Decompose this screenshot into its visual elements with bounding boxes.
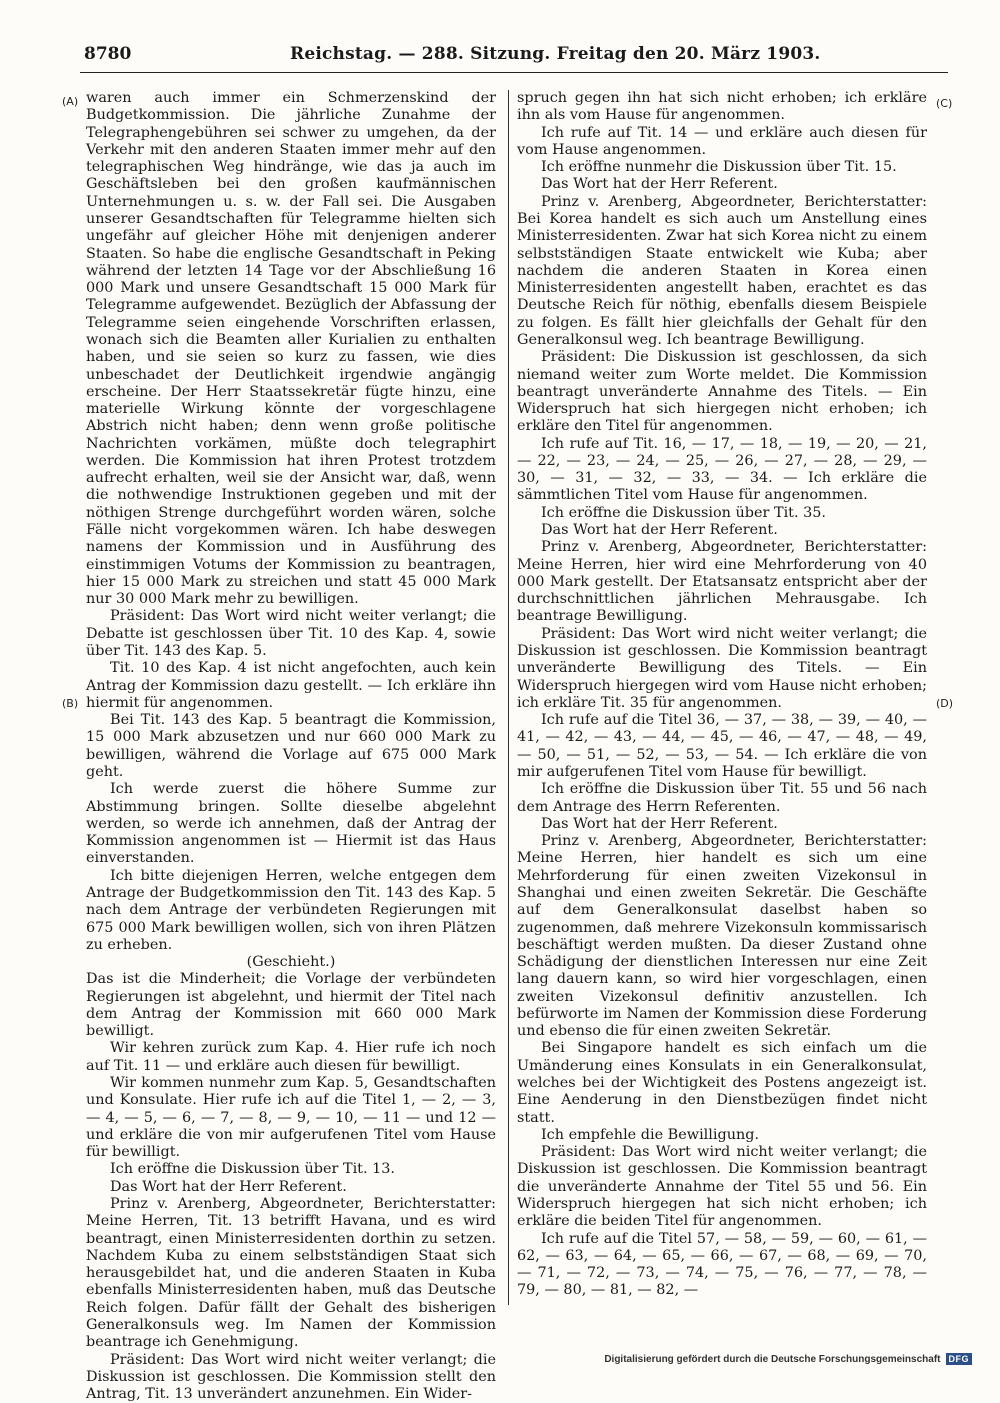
dfg-logo: DFG: [946, 1353, 973, 1365]
paragraph: Prinz v. Arenberg, Abgeordneter, Berichterstatter: Meine Herren, hier handelt es sich um eine Mehrforderung für einen zweiten Vizekonsul in Shanghai und einen zweiten Sekretär. Die Geschäfte auf dem Generalkonsulat daselbst haben so zugenommen, daß mehrere Vizekonsuln kommissarisch beschäftigt werden mußten. Da dieser Zustand ohne Schädigung der dienstlichen Interessen nur eine Zeit lang dauern kann, so wird hier vorgeschlagen, einen zweiten Vizekonsul definitiv anzustellen. Ich befürworte im Namen der Kommission diese Forderung und ebenso die für einen zweiten Sekretär.: [517, 833, 927, 1040]
paragraph: Präsident: Die Diskussion ist geschlossen, da sich niemand weiter zum Worte meldet. Die Kommission beantragt unveränderte Annahme des Titels. — Ein Widerspruch hat sich hiergegen nicht erhoben; ich erkläre den Titel für angenommen.: [517, 349, 927, 435]
paragraph: spruch gegen ihn hat sich nicht erhoben; ich erkläre ihn als vom Hause für angenommen.: [517, 90, 927, 124]
paragraph: Ich eröffne die Diskussion über Tit. 35.: [541, 504, 826, 521]
paragraph: Bei Tit. 143 des Kap. 5 beantragt die Kommission, 15 000 Mark abzusetzen und nur 660 000 Mark zu bewilligen, während die Vorlage auf 675 000 Mark geht.: [86, 712, 496, 780]
paragraph: Wir kehren zurück zum Kap. 4. Hier rufe ich noch auf Tit. 11 — und erkläre auch diesen für bewilligt.: [86, 1040, 496, 1074]
paragraph: Ich eröffne nunmehr die Diskussion über Tit. 15.: [541, 159, 897, 176]
margin-mark-c: (C): [936, 97, 953, 110]
header-rule: [80, 72, 948, 73]
left-column: [86, 90, 496, 1403]
paragraph: Das Wort hat der Herr Referent.: [541, 815, 778, 832]
paragraph: Präsident: Das Wort wird nicht weiter verlangt; die Diskussion ist geschlossen. Die Kommission beantragt die unveränderte Annahme der Titel 55 und 56. Ein Widerspruch hiergegen hat sich nicht erhoben; ich erkläre die beiden Titel für angenommen.: [517, 1144, 927, 1230]
paragraph: Ich empfehle die Bewilligung.: [541, 1126, 760, 1143]
paragraph: Präsident: Das Wort wird nicht weiter verlangt; die Diskussion ist geschlossen. Die Kommission beantragt unveränderte Bewilligung des Titels. — Ein Widerspruch hiergegen wird vom Hause nicht erhoben; ich erkläre Tit. 35 für angenommen.: [517, 625, 927, 711]
margin-mark-b: (B): [62, 697, 79, 710]
paragraph: Ich eröffne die Diskussion über Tit. 13.: [110, 1161, 395, 1178]
paragraph: Ich eröffne die Diskussion über Tit. 55 und 56 nach dem Antrage des Herrn Referenten.: [517, 781, 927, 815]
paragraph: Präsident: Das Wort wird nicht weiter verlangt; die Diskussion ist geschlossen. Die Kommission stellt den Antrag, Tit. 13 unverändert anzunehmen. Ein Wider-: [86, 1351, 496, 1403]
paragraph: Wir kommen nunmehr zum Kap. 5, Gesandtschaften und Konsulate. Hier rufe ich auf die Titel 1, — 2, — 3, — 4, — 5, — 6, — 7, — 8, — 9, — 10, — 11 — und 12 — und erkläre die von mir aufgerufenen Titel vom Hause für bewilligt.: [86, 1075, 496, 1161]
paragraph: Ich werde zuerst die höhere Summe zur Abstimmung bringen. Sollte dieselbe abgelehnt werden, so werde ich annehmen, daß der Antrag der Kommission angenommen ist — Hiermit ist das Haus einverstanden.: [86, 781, 496, 867]
column-divider: [508, 90, 509, 1305]
paragraph: Prinz v. Arenberg, Abgeordneter, Berichterstatter: Meine Herren, hier wird eine Mehrforderung von 40 000 Mark gestellt. Der Etatsansatz entspricht aber der durchschnittlichen jährlichen Mehrausgabe. Ich beantrage Bewilligung.: [517, 539, 927, 625]
paragraph: Ich bitte diejenigen Herren, welche entgegen dem Antrage der Budgetkommission den Tit. 143 des Kap. 5 nach dem Antrage der verbündeten Regierungen mit 675 000 Mark bewilligen wollen, sich von ihren Plätzen zu erheben.: [86, 867, 496, 953]
paragraph: Ich rufe auf Tit. 16, — 17, — 18, — 19, — 20, — 21, — 22, — 23, — 24, — 25, — 26, — 27, — 28, — 29, — 30, — 31, — 32, — 33, — 34. — Ich erkläre die sämmtlichen Titel vom Hause für angenommen.: [517, 435, 927, 504]
paragraph: waren auch immer ein Schmerzenskind der Budgetkommission. Die jährliche Zunahme der Telegraphengebühren sei schwer zu umgehen, da der Verkehr mit den anderen Staaten immer mehr auf den telegraphischen Weg hindränge, wie das ja auch im Geschäftsleben bei den großen kaufmännischen Unternehmungen u. s. w. der Fall sei. Die Ausgaben unserer Gesandtschaften für Telegramme hielten sich ungefähr auf gleicher Höhe mit denjenigen anderer Staaten. So habe die englische Gesandtschaft in Peking während der letzten 14 Tage vor der Abschließung 16 000 Mark und unsere Gesandtschaft 15 000 Mark für Telegramme aufgewendet. Bezüglich der Abfassung der Telegramme seien eingehende Vorschriften erlassen, wonach sich die Beamten aller Kurialien zu enthalten haben, und sie seien so kurz zu fassen, wie dies unbeschadet der Deutlichkeit irgendwie angängig erscheine. Der Herr Staatssekretär fügte hinzu, eine materielle Wirkung könnte der vorgeschlagene Abstrich nicht haben; denn wenn große politische Nachrichten vorkämen, müßte doch telegraphirt werden. Die Kommission hat ihren Protest trotzdem aufrecht erhalten, weil sie der Ansicht war, daß, wenn die nothwendige Instruktionen gegeben und mit der nöthigen Strenge durchgeführt worden wären, solche Fälle nicht vorgekommen wären. Ich habe deswegen namens der Kommission und in Ausführung des einstimmigen Votums der Kommission zu beantragen, hier 15 000 Mark zu streichen und statt 45 000 Mark nur 30 000 Mark mehr zu bewilligen.: [86, 90, 496, 608]
paragraph: Das Wort hat der Herr Referent.: [541, 176, 778, 193]
paragraph: Das ist die Minderheit; die Vorlage der verbündeten Regierungen ist abgelehnt, und hiermit der Titel nach dem Antrag der Kommission mit 660 000 Mark bewilligt.: [86, 971, 496, 1040]
paragraph: Ich rufe auf die Titel 57, — 58, — 59, — 60, — 61, — 62, — 63, — 64, — 65, — 66, — 67, — 68, — 69, — 70, — 71, — 72, — 73, — 74, — 75, — 76, — 77, — 78, — 79, — 80, — 81, — 82, —: [517, 1230, 927, 1299]
page-number: 8780: [84, 44, 132, 64]
paragraph: Das Wort hat der Herr Referent.: [110, 1178, 347, 1195]
paragraph: Ich rufe auf Tit. 14 — und erkläre auch diesen für vom Hause angenommen.: [517, 124, 927, 158]
page-header: [80, 44, 948, 70]
footer-text: Digitalisierung gefördert durch die Deutsche Forschungsgemeinschaft: [604, 1353, 941, 1365]
paragraph: Das Wort hat der Herr Referent.: [541, 522, 778, 539]
running-head: Reichstag. — 288. Sitzung. Freitag den 20. März 1903.: [290, 44, 821, 64]
right-column: [517, 90, 927, 1305]
paragraph: Bei Singapore handelt es sich einfach um die Umänderung eines Konsulats in ein Generalkonsulat, welches bei der Wichtigkeit des Postens angezeigt ist. Eine Aenderung in den Dienstbezügen findet nicht statt.: [517, 1040, 927, 1126]
paragraph: Prinz v. Arenberg, Abgeordneter, Berichterstatter: Meine Herren, Tit. 13 betrifft Havana, und es wird beantragt, einen Ministerresidenten dorthin zu setzen. Nachdem Kuba zu einem selbstständigen Staat sich herausgebildet hat, und die anderen Staaten in Kuba ebenfalls Ministerresidenten haben, muß das Deutsche Reich folgen. Dafür fällt der Gehalt des bisherigen Generalkonsuls weg. Im Namen der Kommission beantrage ich Genehmigung.: [86, 1196, 496, 1351]
footer: [604, 1353, 972, 1365]
paragraph: Prinz v. Arenberg, Abgeordneter, Berichterstatter: Bei Korea handelt es sich auch um Anstellung eines Ministerresidenten. Zwar hat sich Korea nicht zu einem selbstständigen Staate entwickelt wie Kuba; aber nachdem die anderen Staaten in Korea einen Ministerresidenten angestellt haben, erachtet es das Deutsche Reich für nöthig, ebenfalls diesem Beispiele zu folgen. Es fällt hier gleichfalls der Gehalt für den Generalkonsul weg. Ich beantrage Bewilligung.: [517, 193, 927, 348]
paragraph: Tit. 10 des Kap. 4 ist nicht angefochten, auch kein Antrag der Kommission dazu gestellt. — Ich erkläre ihn hiermit für angenommen.: [86, 660, 496, 711]
margin-mark-a: (A): [62, 95, 79, 108]
paragraph: Präsident: Das Wort wird nicht weiter verlangt; die Debatte ist geschlossen über Tit. 10 des Kap. 4, sowie über Tit. 143 des Kap. 5.: [86, 608, 496, 659]
paragraph: Ich rufe auf die Titel 36, — 37, — 38, — 39, — 40, — 41, — 42, — 43, — 44, — 45, — 46, — 47, — 48, — 49, — 50, — 51, — 52, — 53, — 54. — Ich erkläre die von mir aufgerufenen Titel vom Hause für bewilligt.: [517, 712, 927, 780]
margin-mark-d: (D): [936, 697, 954, 710]
stage-direction: (Geschieht.): [246, 954, 336, 971]
